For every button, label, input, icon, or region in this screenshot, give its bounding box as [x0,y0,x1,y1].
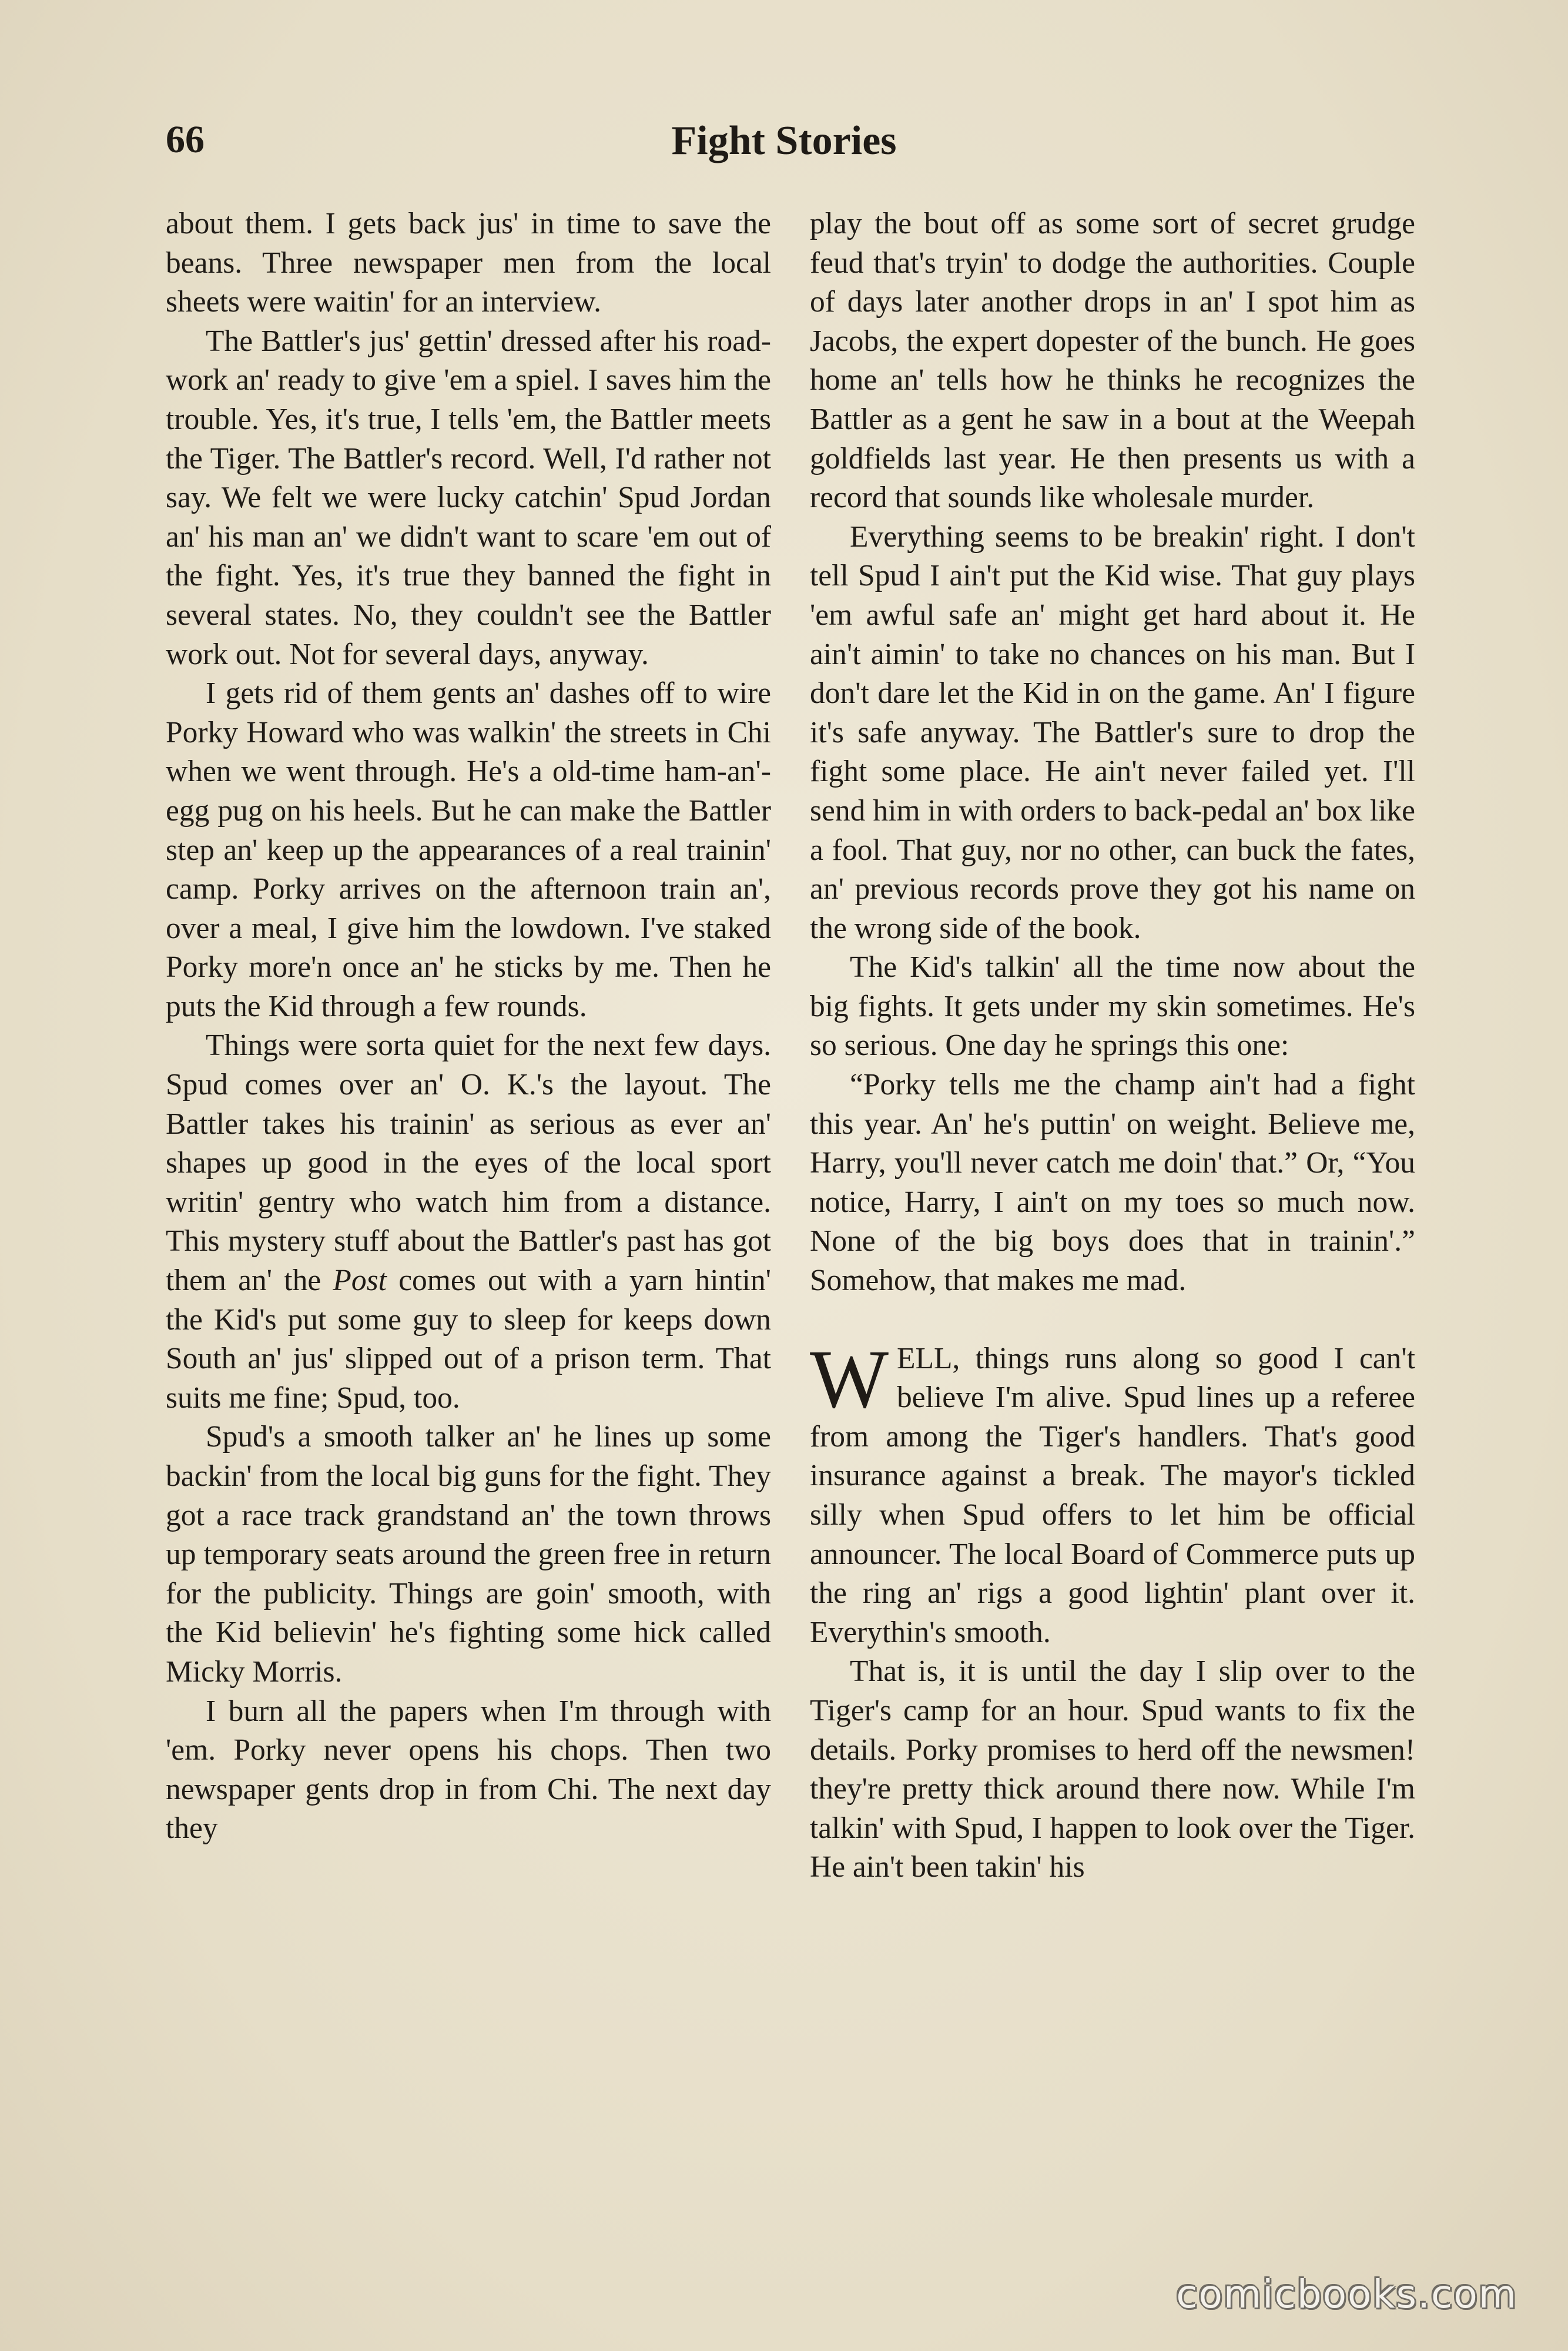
site-watermark: comicbooks.com [1176,2272,1517,2317]
paragraph [166,1026,771,1418]
paragraph: Everything seems to be breakin' right. I don't tell Spud I ain't put the Kid wise. That guy plays 'em awful safe an' might get hard about it. He ain't aimin' to take no chances on his man. But I don't dare let the Kid in on the game. An' I figure it's safe anyway. The Battler's sure to drop the fight some place. He ain't never failed yet. I'll send him in with orders to back-pedal an' box like a fool. That guy, nor no other, can buck the fates, an' previous records prove they got his name on the wrong side of the book. [810,520,1415,945]
paragraph: I burn all the papers when I'm through with 'em. Porky never opens his chops. Then two newspaper gents drop in from Chi. The next day they [166,1694,771,1846]
page-header [0,112,1568,176]
left-column [166,205,771,1848]
paragraph: Spud's a smooth talker an' he lines up some backin' from the local big guns for the fight. They got a race track grandstand an' the town throws up temporary seats around the green free in return for the publicity. Things are goin' smooth, with the Kid believin' he's fighting some hick called Micky Morris. [166,1420,771,1689]
drop-cap: W [810,1332,889,1425]
paragraph: I gets rid of them gents an' dashes off to wire Porky Howard who was walkin' the streets in Chi when we went through. He's a old-time ham-an'-egg pug on his heels. But he can make the Battler step an' keep up the appearances of a real trainin' camp. Porky arrives on the afternoon train an', over a meal, I give him the lowdown. I've staked Porky more'n once an' he sticks by me. Then he puts the Kid through a few rounds. [166,677,771,1023]
right-column [810,205,1415,1887]
paragraph: “Porky tells me the champ ain't had a fight this year. An' he's puttin' on weight. Believe me, Harry, you'll never catch me doin' that.” Or, “You notice, Harry, I ain't on my toes so much now. None of the big boys does that in trainin'.” Somehow, that makes me mad. [810,1068,1415,1298]
paragraph: play the bout off as some sort of secret grudge feud that's tryin' to dodge the authorities. Couple of days later another drops in an' I spot him as Jacobs, the expert dopester of the bunch. He goes home an' tells how he thinks he recognizes the Battler as a gent he saw in a bout at the Weepah goldfields last year. He then presents us with a record that sounds like wholesale murder. [810,207,1415,515]
paragraph-text: comes out with a yarn hintin' the Kid's put some guy to sleep for keeps down South an' jus' slipped out of a prison term. That suits me fine; Spud, too. [166,1264,772,1415]
newspaper-name: Post [333,1264,387,1298]
section-opening-paragraph [810,1332,1415,1653]
paragraph: That is, it is until the day I slip over to the Tiger's camp for an hour. Spud wants to fix the details. Porky promises to herd off the newsmen! they're pretty thick around there now. While I'm talkin' with Spud, I happen to look over the Tiger. He ain't been takin' his [810,1655,1415,1884]
paragraph: The Kid's talkin' all the time now about the big fights. It gets under my skin sometimes. He's so serious. One day he springs this one: [810,950,1415,1063]
paragraph-text: ELL, things runs along so good I can't believe I'm alive. Spud lines up a referee from among the Tiger's handlers. That's good insurance against a break. The mayor's tickled silly when Spud offers to let him be official announcer. The local Board of Commerce puts up the ring an' rigs a good lightin' plant over it. Everythin's smooth. [810,1341,1415,1649]
paragraph: about them. I gets back jus' in time to save the beans. Three newspaper men from the local sheets were waitin' for an interview. [166,207,771,319]
running-title: Fight Stories [671,118,897,163]
page-number: 66 [166,118,205,161]
paragraph: The Battler's jus' gettin' dressed after his road-work an' ready to give 'em a spiel. I saves him the trouble. Yes, it's true, I tells 'em, the Battler meets the Tiger. The Battler's record. Well, I'd rather not say. We felt we were lucky catchin' Spud Jordan an' his man an' we didn't want to scare 'em out of the fight. Yes, it's true they banned the fight in several states. No, they couldn't see the Battler work out. Not for several days, anyway. [166,324,771,671]
paragraph-text: Things were sorta quiet for the next few days. Spud comes over an' O. K.'s the layout. The Battler takes his trainin' as serious as ever an' shapes up good in the eyes of the local sport writin' gentry who watch him from a distance. This mystery stuff about the Battler's past has got them an' the [166,1029,771,1298]
